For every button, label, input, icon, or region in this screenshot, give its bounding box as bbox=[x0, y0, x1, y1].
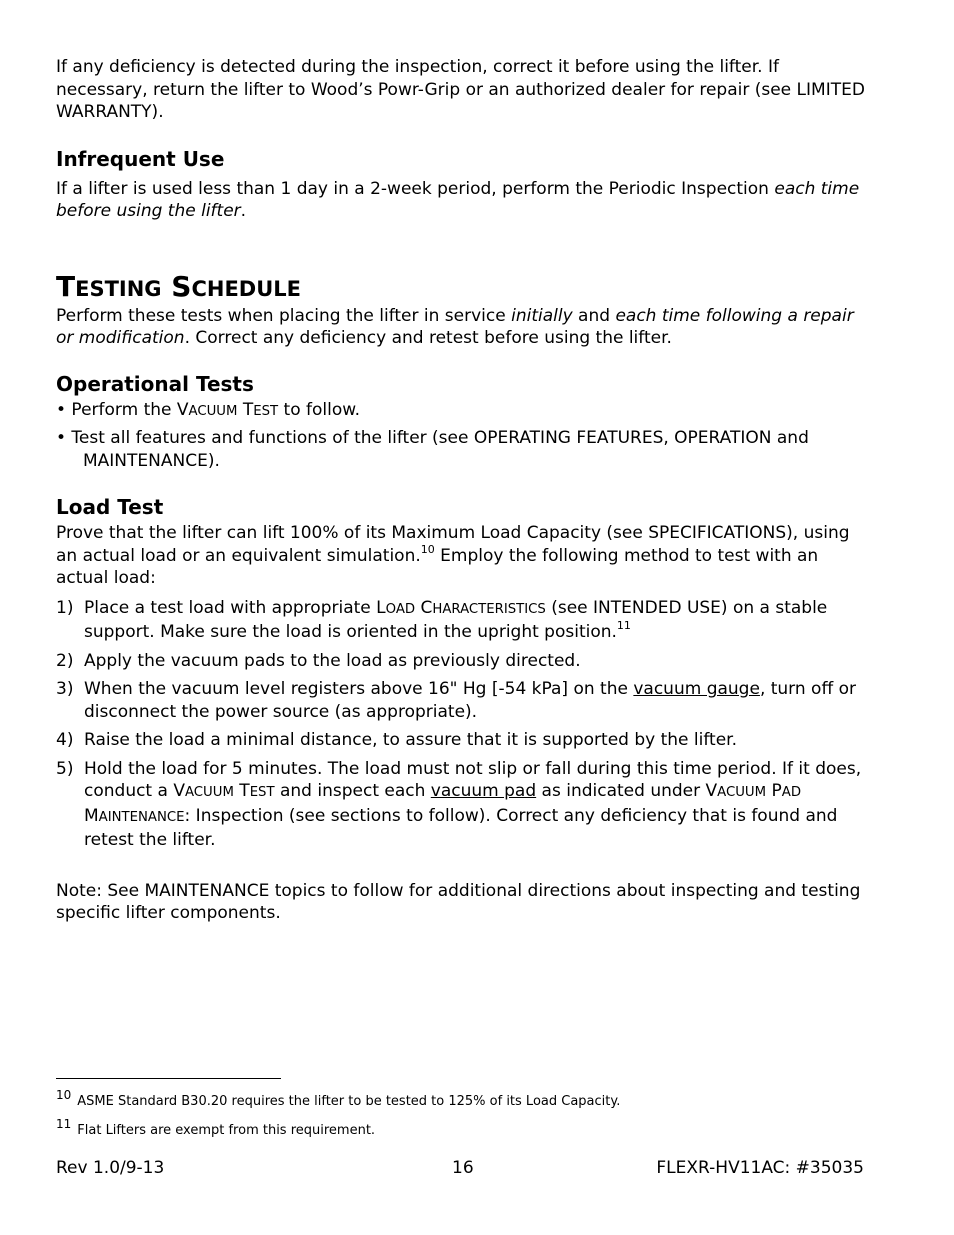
heading-cap: T bbox=[56, 269, 76, 303]
smallcaps-cap: V bbox=[173, 781, 185, 801]
step-number: 1) bbox=[56, 597, 74, 618]
load-test-paragraph bbox=[56, 522, 868, 590]
text-run: , turn off or disconnect the power source (as appropriate). bbox=[84, 679, 856, 722]
smallcaps-run: AD bbox=[781, 785, 802, 800]
footer-document-id: FLEXR-HV11AC: #35035 bbox=[656, 1158, 864, 1178]
testing-schedule-paragraph bbox=[56, 305, 868, 350]
footnote-number: 10 bbox=[56, 1088, 72, 1102]
text-run: Raise the load a minimal distance, to assure that it is supported by the lifter. bbox=[84, 730, 738, 750]
operational-tests-heading: Operational Tests bbox=[56, 371, 254, 396]
heading-cap: S bbox=[171, 269, 192, 303]
smallcaps-cap: T bbox=[239, 781, 250, 801]
vacuum-gauge-link[interactable]: vacuum gauge bbox=[633, 679, 760, 699]
text-run: If a lifter is used less than 1 day in a 2-week period, perform the Periodic Inspection bbox=[56, 178, 775, 199]
text-run: and inspect each bbox=[274, 781, 431, 801]
operational-bullet-2: • Test all features and functions of the lifter (see OPERATING FEATURES, OPERATION and MAINTENANCE). bbox=[56, 428, 809, 471]
smallcaps-cap: T bbox=[242, 399, 254, 420]
heading-smallcaps: CHEDULE bbox=[191, 276, 301, 301]
load-test-steps bbox=[56, 597, 868, 852]
footnote-text: ASME Standard B30.20 requires the lifter to be tested to 125% of its Load Capacity. bbox=[77, 1094, 621, 1109]
smallcaps-cap: P bbox=[771, 781, 782, 801]
text-run: . bbox=[240, 201, 247, 221]
smallcaps-cap: V bbox=[176, 399, 189, 420]
text-run: to follow. bbox=[278, 399, 360, 420]
list-item bbox=[56, 758, 868, 852]
text-run: Hold the load for 5 minutes. The load must not slip or fall during this time period. If it does, conduct a bbox=[84, 758, 862, 801]
infrequent-use-paragraph bbox=[56, 178, 868, 223]
list-item bbox=[56, 650, 868, 673]
footnote-text: Flat Lifters are exempt from this requirement. bbox=[77, 1123, 376, 1138]
footnote-11 bbox=[56, 1117, 376, 1139]
smallcaps-cap: C bbox=[420, 597, 433, 618]
smallcaps-run: ACUUM bbox=[184, 785, 234, 800]
footnote-divider bbox=[56, 1078, 281, 1079]
italic-run: each time following a repair or modification bbox=[56, 305, 854, 348]
load-test-heading: Load Test bbox=[56, 495, 164, 519]
footer-page-number: 16 bbox=[452, 1158, 474, 1178]
list-item bbox=[56, 729, 868, 752]
text-run: Employ the following method to test with an actual load: bbox=[56, 545, 819, 588]
text-run: • Perform the bbox=[56, 399, 177, 420]
text-run: Perform these tests when placing the lifter in service bbox=[56, 305, 512, 326]
smallcaps-run: AINTENANCE bbox=[98, 809, 185, 825]
smallcaps-cap: V bbox=[705, 781, 718, 801]
step-number: 5) bbox=[56, 758, 74, 779]
italic-run: initially bbox=[511, 305, 573, 326]
text-run: When the vacuum level registers above 16" Hg [-54 kPa] on the bbox=[84, 679, 634, 699]
note-paragraph: Note: See MAINTENANCE topics to follow for additional directions about inspecting and testing specific lifter components. bbox=[56, 880, 861, 923]
smallcaps-run: ACUUM bbox=[188, 403, 238, 419]
italic-run: each time before using the lifter bbox=[56, 178, 860, 221]
footnote-number: 11 bbox=[56, 1117, 72, 1131]
page-body bbox=[56, 56, 868, 925]
text-run: Prove that the lifter can lift 100% of its Maximum Load Capacity (see SPECIFICATIONS), using an actual load or an equivalent simulation. bbox=[56, 523, 850, 566]
smallcaps-run: EST bbox=[249, 785, 275, 800]
heading-smallcaps: ESTING bbox=[75, 276, 162, 301]
intro-paragraph: If any deficiency is detected during the inspection, correct it before using the lifter. If necessary, return the lifter to Wood’s Powr-Grip or an authorized dealer for repair (see LIMITED WARRANTY). bbox=[56, 57, 865, 122]
text-run: (see INTENDED USE) on a stable support. Make sure the load is oriented in the upright position. bbox=[84, 597, 828, 642]
step-number: 2) bbox=[56, 650, 74, 671]
text-run: Apply the vacuum pads to the load as previously directed. bbox=[84, 650, 581, 671]
text-run: as indicated under bbox=[536, 781, 706, 801]
footer-revision: Rev 1.0/9-13 bbox=[56, 1158, 165, 1178]
footnote-10 bbox=[56, 1088, 621, 1110]
smallcaps-cap: L bbox=[376, 597, 386, 618]
footnote-ref: 11 bbox=[616, 619, 631, 632]
testing-schedule-heading bbox=[56, 271, 868, 305]
footnote-ref: 10 bbox=[420, 542, 435, 556]
text-run: Place a test load with appropriate bbox=[84, 597, 377, 618]
smallcaps-cap: M bbox=[84, 805, 99, 826]
text-run: : Inspection (see sections to follow). Correct any deficiency that is found and retest the lifter. bbox=[84, 805, 838, 850]
text-run: and bbox=[572, 305, 616, 326]
smallcaps-run: OAD bbox=[385, 601, 416, 617]
list-item bbox=[56, 597, 868, 644]
infrequent-use-heading: Infrequent Use bbox=[56, 146, 225, 171]
operational-bullet-1 bbox=[56, 399, 868, 424]
smallcaps-run: HARACTERISTICS bbox=[432, 601, 546, 617]
smallcaps-run: EST bbox=[253, 403, 279, 419]
step-number: 3) bbox=[56, 679, 74, 699]
text-run: . Correct any deficiency and retest before using the lifter. bbox=[184, 328, 672, 348]
smallcaps-run: ACUUM bbox=[717, 785, 767, 800]
vacuum-pad-link[interactable]: vacuum pad bbox=[430, 781, 537, 801]
step-number: 4) bbox=[56, 730, 74, 750]
list-item bbox=[56, 678, 868, 723]
